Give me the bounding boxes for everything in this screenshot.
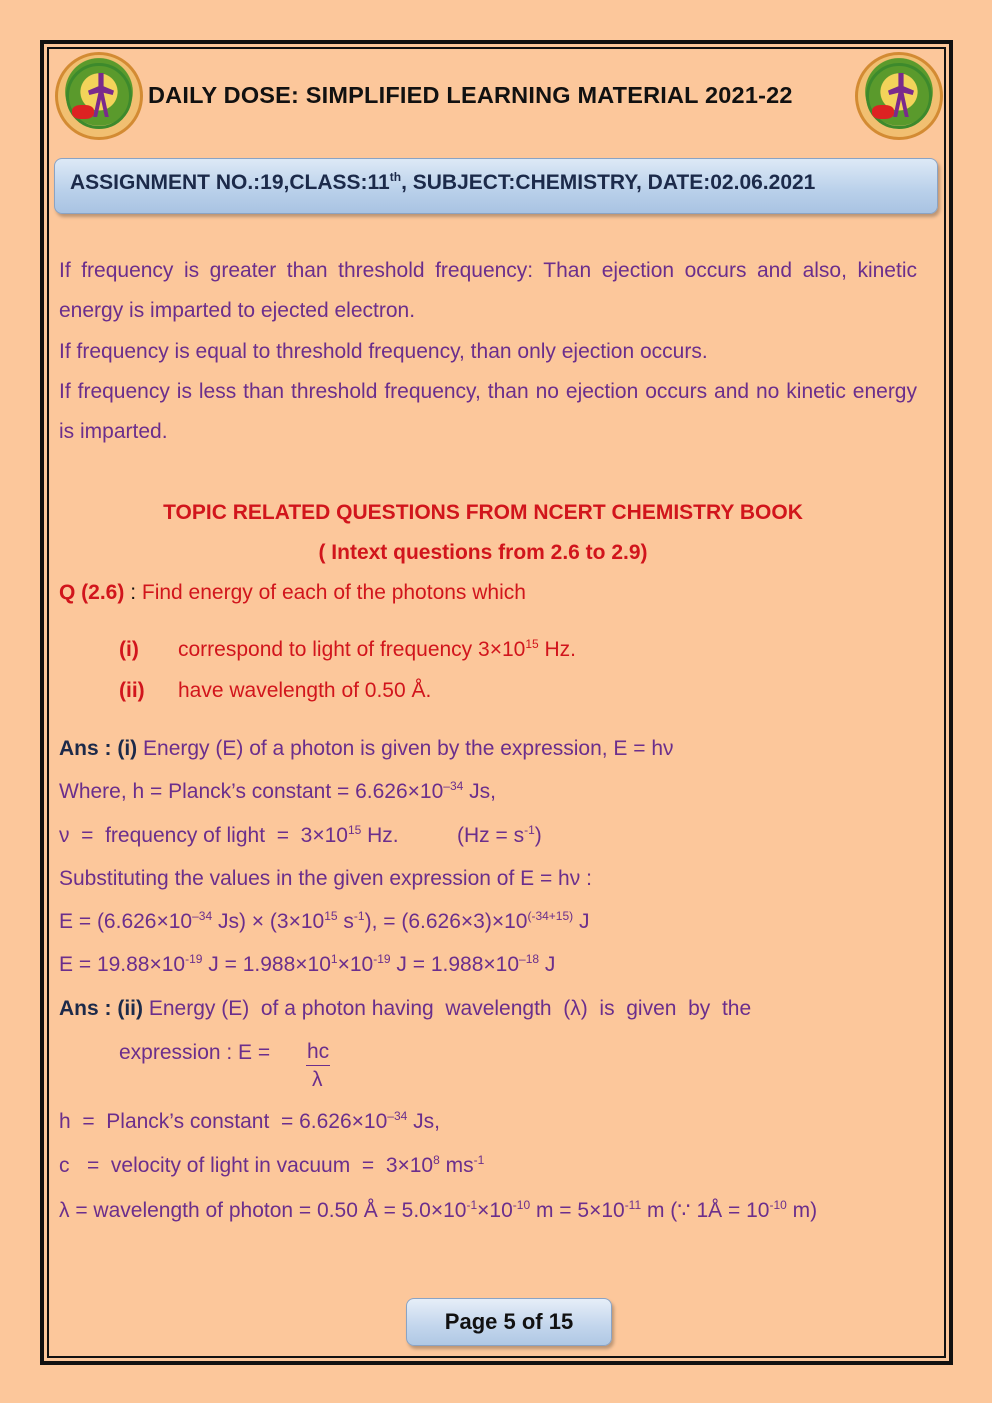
answer-i-line-2: Where, h = Planck’s constant = $6.626\times 10^{-34}$ Js, xyxy=(59,779,496,803)
intro-paragraph-1: If frequency is greater than threshold frequency: Than ejection occurs and also, kinetic energy is imparted to ejected electron. xyxy=(59,259,917,322)
page-title: DAILY DOSE: SIMPLIFIED LEARNING MATERIAL 2021-22 xyxy=(148,82,793,108)
topic-subheading: ( Intext questions from 2.6 to 2.9) xyxy=(318,541,648,564)
answer-ii-line-h: h = Planck’s constant = $6.626\times 10^{-34}$ Js, xyxy=(59,1109,440,1133)
intro-paragraph-3: If frequency is less than threshold frequency, than no ejection occurs and no kinetic energy is imparted. xyxy=(59,380,917,443)
question-part-ii-num: (ii) xyxy=(119,679,145,702)
page-number: Page 5 of 15 xyxy=(406,1298,612,1346)
answer-i-line-3: ν = frequency of light = $3\times 10^{15}$ Hz. $(Hz = s^{-1})$ xyxy=(59,823,542,847)
answer-i-line-5: $E = (6.626\times 10^{-34}$ $Js) \times (3\times 10^{15}$ $s^{-1}$), = $(6.626\times 3)\times 10^{(-34+15)}$ J xyxy=(59,909,590,933)
question-2-6: Q (2.6) : Find energy of each of the photons which xyxy=(59,581,526,604)
answer-ii-line-1: Ans : (ii) Energy (E) of a photon having wavelength (λ) is given by the xyxy=(59,997,752,1020)
question-part-i-num: (i) xyxy=(119,638,139,661)
question-part-ii: have wavelength of 0.50 Å. xyxy=(178,679,432,702)
answer-ii-line-lambda: λ = wavelength of photon = 0.50 Å = $5.0\times 10^{-1}\times 10^{-10}$ $m = 5\times 10^{-11}$ m (∵ 1Å = $10^{-10}$ m) xyxy=(59,1198,818,1222)
question-part-i: correspond to light of frequency $3\times 10^{15}$ Hz. xyxy=(178,637,577,661)
assignment-info: ASSIGNMENT NO.:19,CLASS:11th, SUBJECT:CHEMISTRY, DATE:02.06.2021 xyxy=(70,170,816,194)
answer-i-line-1: Ans : (i) Energy (E) of a photon is given by the expression, E = hν xyxy=(59,737,674,760)
answer-i-line-4: Substituting the values in the given expression of E = hν : xyxy=(59,867,592,890)
logo-emblem-icon xyxy=(855,52,943,140)
fraction-numerator: hc xyxy=(306,1040,330,1066)
answer-ii-expression: expression : E = xyxy=(119,1041,271,1064)
fraction-denominator: λ xyxy=(312,1068,323,1091)
logo-emblem-icon xyxy=(55,52,143,140)
answer-i-line-6: $E = 19.88\times 10^{-19}$ $J = 1.988\times 10^1\times 10^{-19}$ $J = 1.988\times 10^{-18}$ J xyxy=(59,952,556,976)
answer-ii-line-c: c = velocity of light in vacuum = $3\times 10^8$ $ms^{-1}$ xyxy=(59,1153,485,1177)
intro-paragraph-2: If frequency is equal to threshold frequency, than only ejection occurs. xyxy=(59,340,708,363)
topic-heading: TOPIC RELATED QUESTIONS FROM NCERT CHEMISTRY BOOK xyxy=(163,501,803,524)
